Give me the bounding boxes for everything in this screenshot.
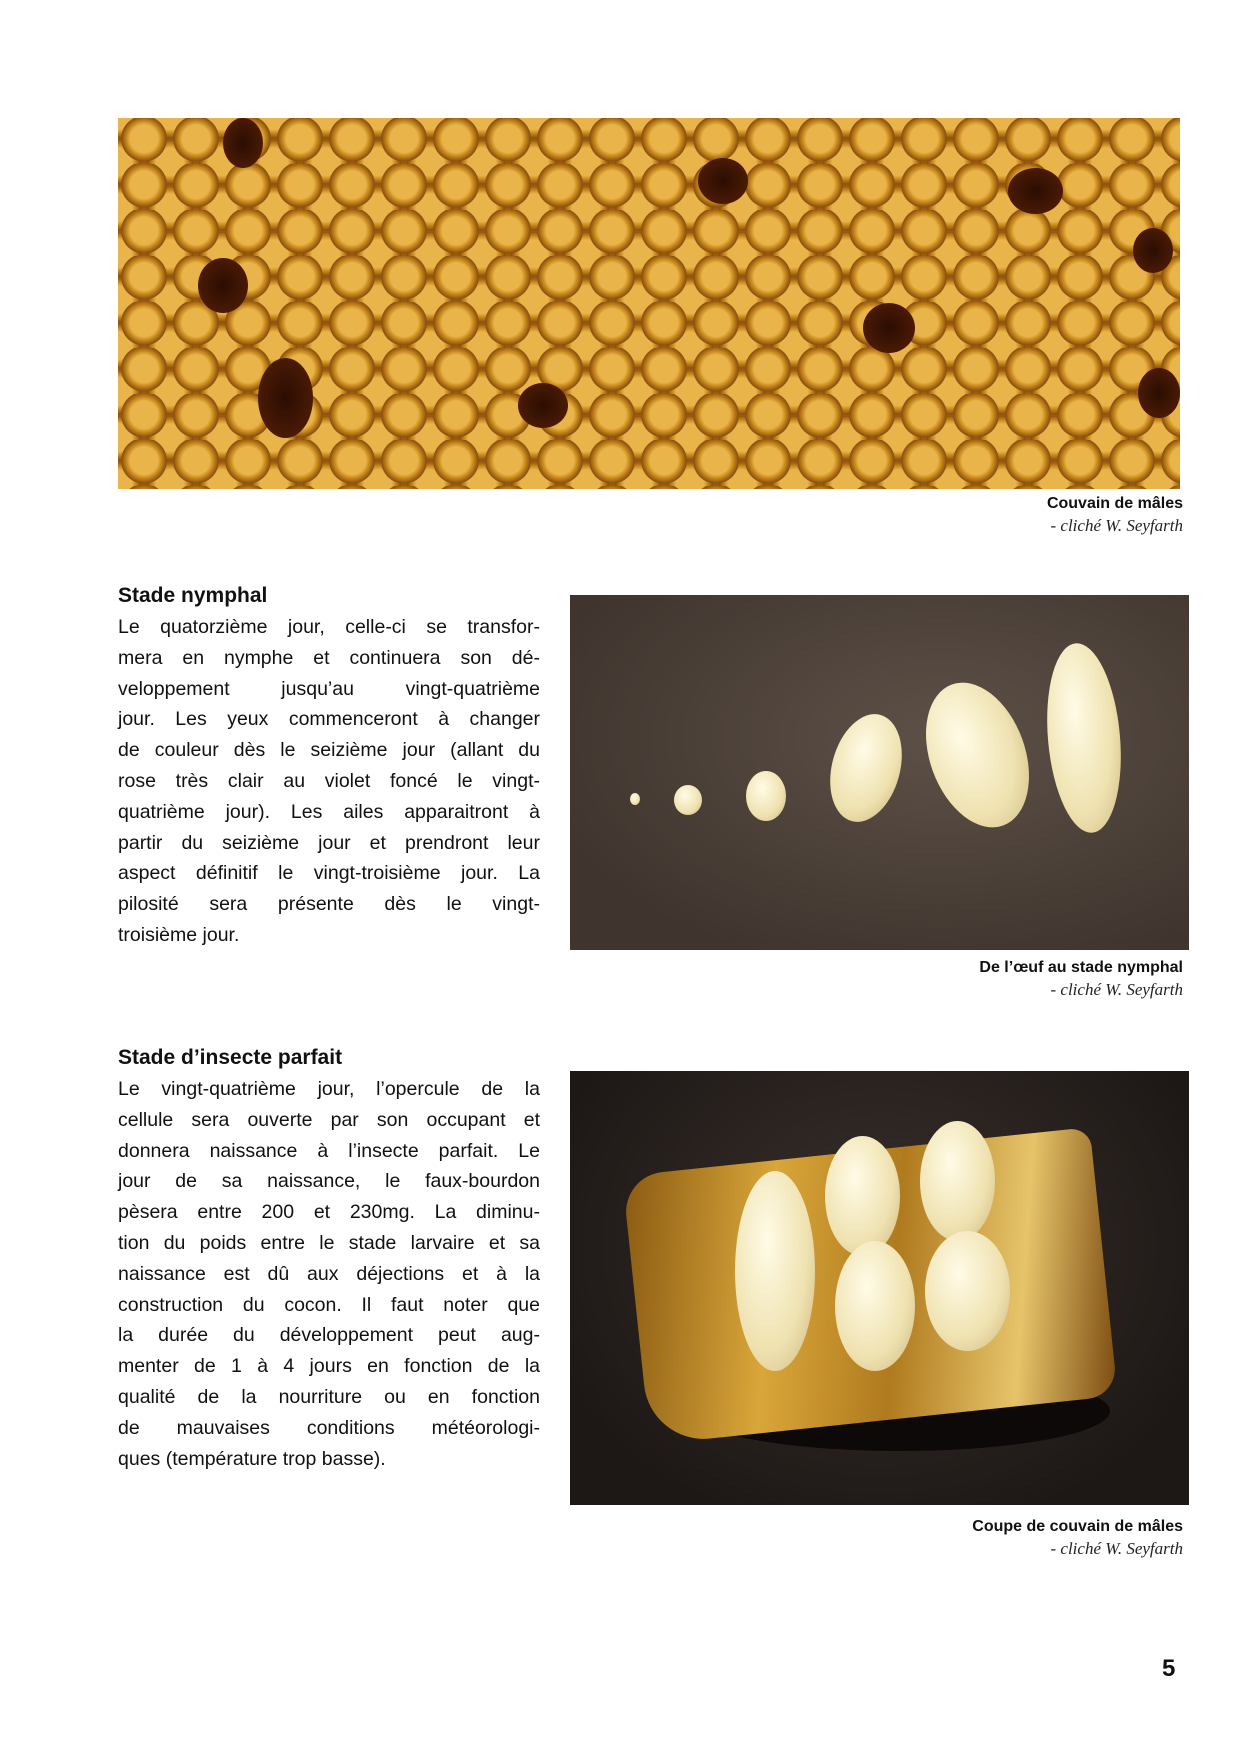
section-heading: Stade nymphal <box>118 584 268 607</box>
caption-title: Couvain de mâles <box>1046 495 1183 512</box>
nymph <box>835 1241 915 1371</box>
text-line: Le quatorzième jour, celle-ci se transfor- <box>118 616 540 638</box>
text-line: quatrième jour). Les ailes apparaitront à <box>118 800 540 823</box>
text-line: veloppement jusqu’au vingt-quatrième <box>118 677 540 700</box>
text-line: ques (température trop basse). <box>118 1447 386 1470</box>
text-line: de couleur dès le seizième jour (allant du <box>118 739 540 762</box>
open-cell <box>1138 368 1180 418</box>
page-number: 5 <box>1162 1655 1176 1682</box>
open-cell <box>223 118 263 168</box>
text-line: partir du seizième jour et prendront leur <box>118 831 540 854</box>
open-cell <box>1133 228 1173 273</box>
open-cell <box>198 258 248 313</box>
larva-stage <box>819 706 913 830</box>
caption-credit: - cliché W. Seyfarth <box>1050 1539 1183 1558</box>
nymph <box>920 1121 995 1241</box>
open-cell <box>1008 168 1063 214</box>
open-cell <box>863 303 915 353</box>
text-line: tion du poids entre le stade larvaire et sa <box>118 1231 540 1254</box>
caption-credit: - cliché W. Seyfarth <box>1050 516 1183 535</box>
text-line: jour. Les yeux commenceront à changer <box>118 708 540 731</box>
text-line: cellule sera ouverte par son occupant et <box>118 1108 540 1131</box>
text-line: troisième jour. <box>118 923 240 946</box>
figure-caption <box>972 1518 1183 1559</box>
figure-caption <box>1047 495 1183 536</box>
text-line: jour de sa naissance, le faux-bourdon <box>118 1170 540 1193</box>
text-line: pèsera entre 200 et 230mg. La diminu- <box>118 1201 540 1224</box>
text-line: rose très clair au violet foncé le vingt- <box>118 769 540 792</box>
open-cell <box>518 383 568 428</box>
caption-credit: - cliché W. Seyfarth <box>1050 980 1183 999</box>
text-line: menter de 1 à 4 jours en fonction de la <box>118 1355 540 1378</box>
section-body <box>118 1074 540 1474</box>
larva-stage <box>746 771 786 821</box>
nymph <box>925 1231 1010 1351</box>
larva-stage <box>674 785 702 815</box>
photo-drone-brood-comb <box>118 118 1180 489</box>
caption-title: De l’œuf au stade nymphal <box>979 959 1183 976</box>
larva-stage <box>630 793 640 805</box>
text-line: aspect définitif le vingt-troisième jour. La <box>118 862 540 885</box>
nymph-stage <box>1040 640 1128 836</box>
text-line: donnera naissance à l’insecte parfait. Le <box>118 1139 540 1162</box>
text-line: pilosité sera présente dès le vingt- <box>118 893 540 916</box>
figure-caption <box>979 959 1183 1000</box>
caption-title: Coupe de couvain de mâles <box>972 1518 1183 1535</box>
text-line: la durée du développement peut aug- <box>118 1324 540 1347</box>
photo-brood-cross-section <box>570 1071 1189 1505</box>
text-line: Le vingt-quatrième jour, l’opercule de la <box>118 1078 540 1100</box>
text-line: de mauvaises conditions météorologi- <box>118 1416 540 1439</box>
larva-stage <box>907 668 1048 841</box>
text-line: qualité de la nourriture ou en fonction <box>118 1385 540 1408</box>
text-line: naissance est dû aux déjections et à la <box>118 1262 540 1285</box>
open-cell <box>698 158 748 204</box>
open-cell <box>258 358 313 438</box>
section-body <box>118 612 540 951</box>
text-line: construction du cocon. Il faut noter que <box>118 1293 540 1316</box>
nymph <box>825 1136 900 1256</box>
nymph <box>735 1171 815 1371</box>
text-line: mera en nymphe et continuera son dé- <box>118 646 540 669</box>
photo-egg-to-nymph-stages <box>570 595 1189 950</box>
section-heading: Stade d’insecte parfait <box>118 1046 343 1069</box>
